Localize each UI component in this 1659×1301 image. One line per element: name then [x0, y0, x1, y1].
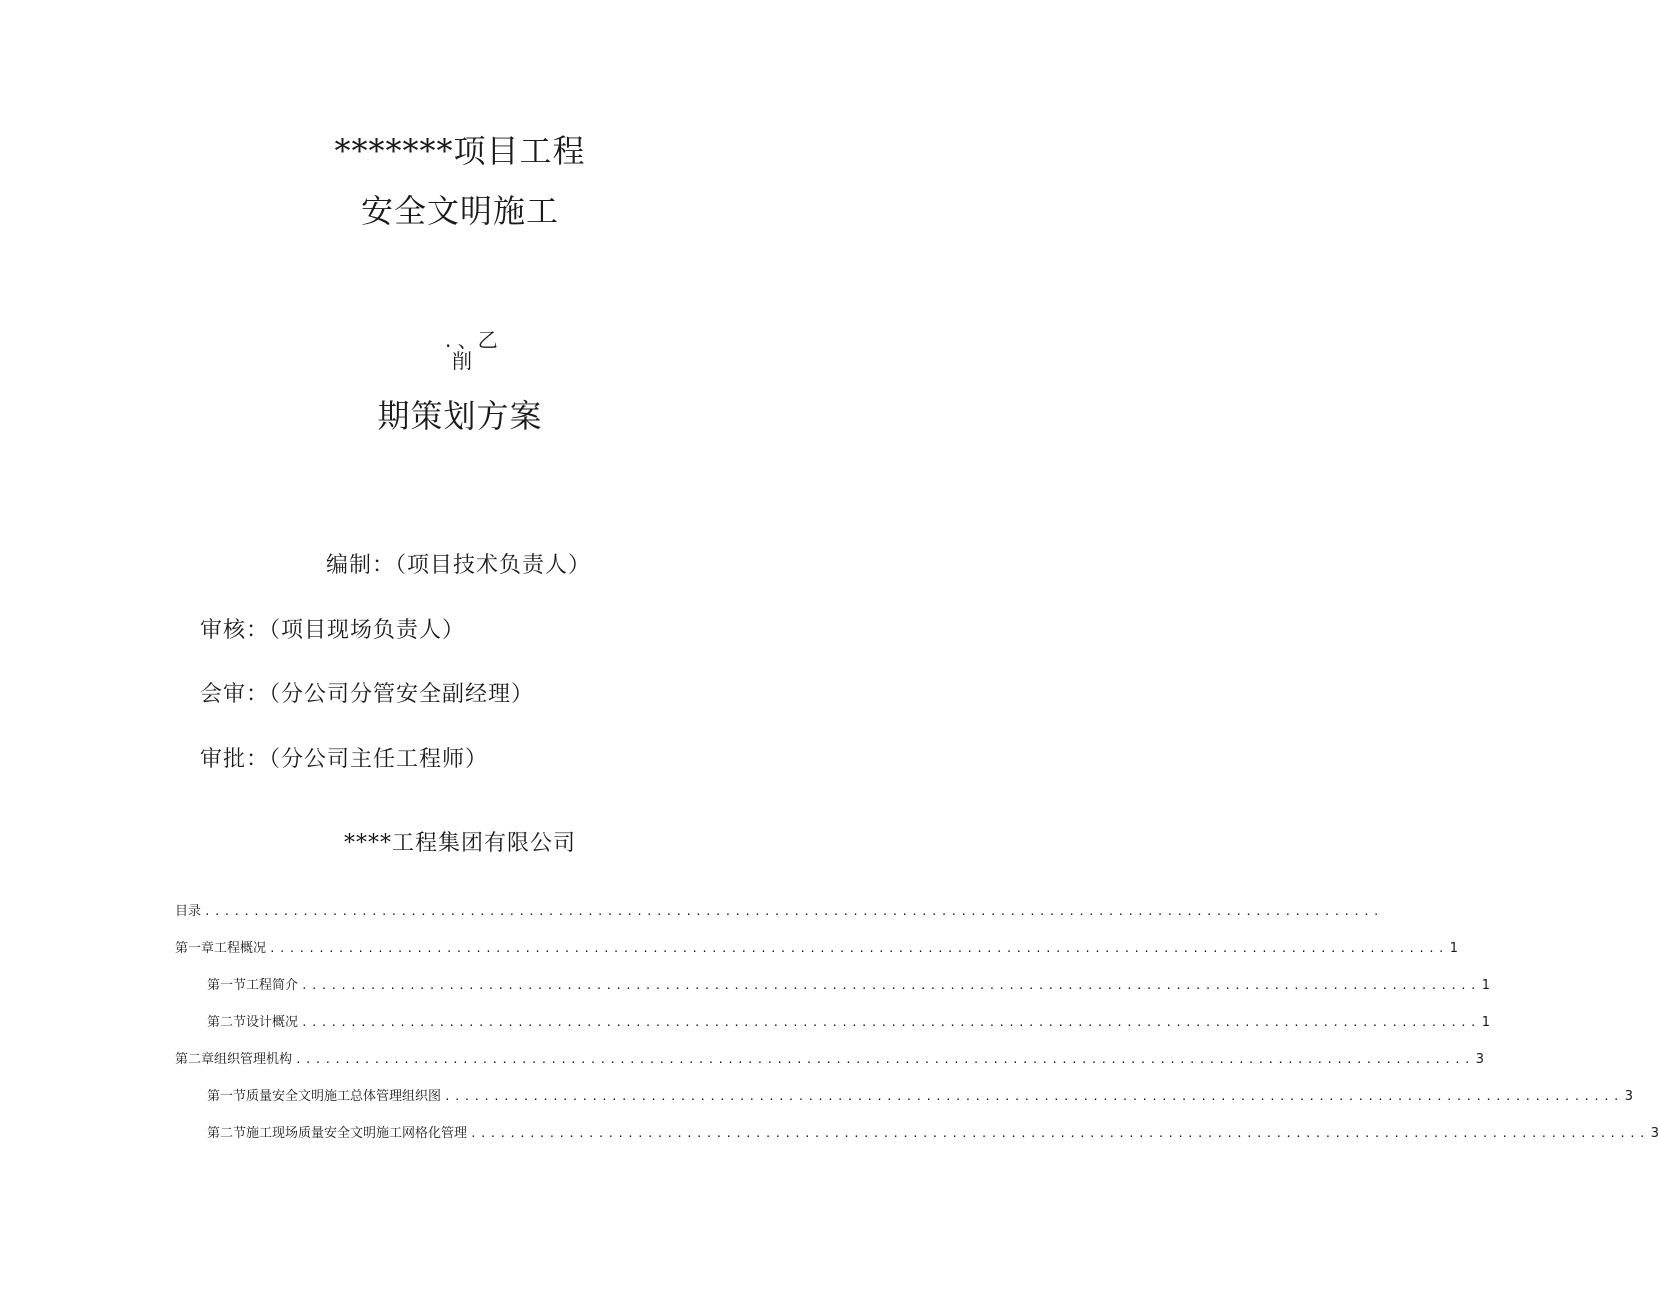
title-fragment-1: . 、乙 [445, 328, 498, 352]
toc-entry-label: 第一节工程简介 [207, 978, 299, 993]
toc-leader-dots: ........................................................................................................................ [295, 1053, 1474, 1066]
toc-entry-page: 1 [1481, 978, 1491, 993]
toc-entry-label: 第一章工程概况 [175, 941, 267, 956]
toc-entry-page: 3 [1475, 1052, 1485, 1067]
title-line-3: 期策划方案 [377, 397, 543, 435]
toc-entry[interactable] [175, 903, 1383, 921]
toc-entry[interactable] [207, 977, 1491, 995]
toc-entry[interactable] [207, 1125, 1659, 1143]
title-fragment-2: 削 [452, 349, 472, 373]
toc-leader-dots: ........................................................................................................................ [301, 979, 1480, 992]
signature-reviewer: 审核：（项目现场负责人） [200, 618, 466, 643]
signature-joint-reviewer: 会审：（分公司分管安全副经理） [200, 682, 535, 707]
toc-leader-dots: ........................................................................................................................ [444, 1090, 1623, 1103]
toc-entry-label: 第一节质量安全文明施工总体管理组织图 [207, 1089, 442, 1104]
toc-entry-page: 3 [1650, 1126, 1659, 1141]
toc-entry-label: 第二节设计概况 [207, 1015, 299, 1030]
toc-entry-label: 目录 [175, 904, 202, 919]
toc-leader-dots: ........................................................................................................................ [269, 942, 1448, 955]
toc-entry-page: 1 [1481, 1015, 1491, 1030]
signature-approver: 审批：（分公司主任工程师） [200, 747, 489, 772]
toc-entry-page: 3 [1624, 1089, 1634, 1104]
toc-entry-page: 1 [1449, 941, 1459, 956]
title-line-1: *******项目工程 [334, 132, 586, 170]
toc-entry-label: 第二章组织管理机构 [175, 1052, 293, 1067]
toc-entry-label: 第二节施工现场质量安全文明施工网格化管理 [207, 1126, 468, 1141]
toc-entry[interactable] [175, 940, 1459, 958]
toc-leader-dots: ........................................................................................................................ [470, 1127, 1649, 1140]
signature-compiler: 编制：（项目技术负责人） [326, 553, 592, 578]
title-line-2: 安全文明施工 [360, 192, 559, 230]
toc-leader-dots: ........................................................................................................................ [204, 905, 1383, 918]
toc-entry[interactable] [207, 1088, 1634, 1106]
toc-entry[interactable] [175, 1051, 1485, 1069]
toc-leader-dots: ........................................................................................................................ [301, 1016, 1480, 1029]
company-name: ****工程集团有限公司 [343, 831, 576, 856]
toc-entry[interactable] [207, 1014, 1491, 1032]
